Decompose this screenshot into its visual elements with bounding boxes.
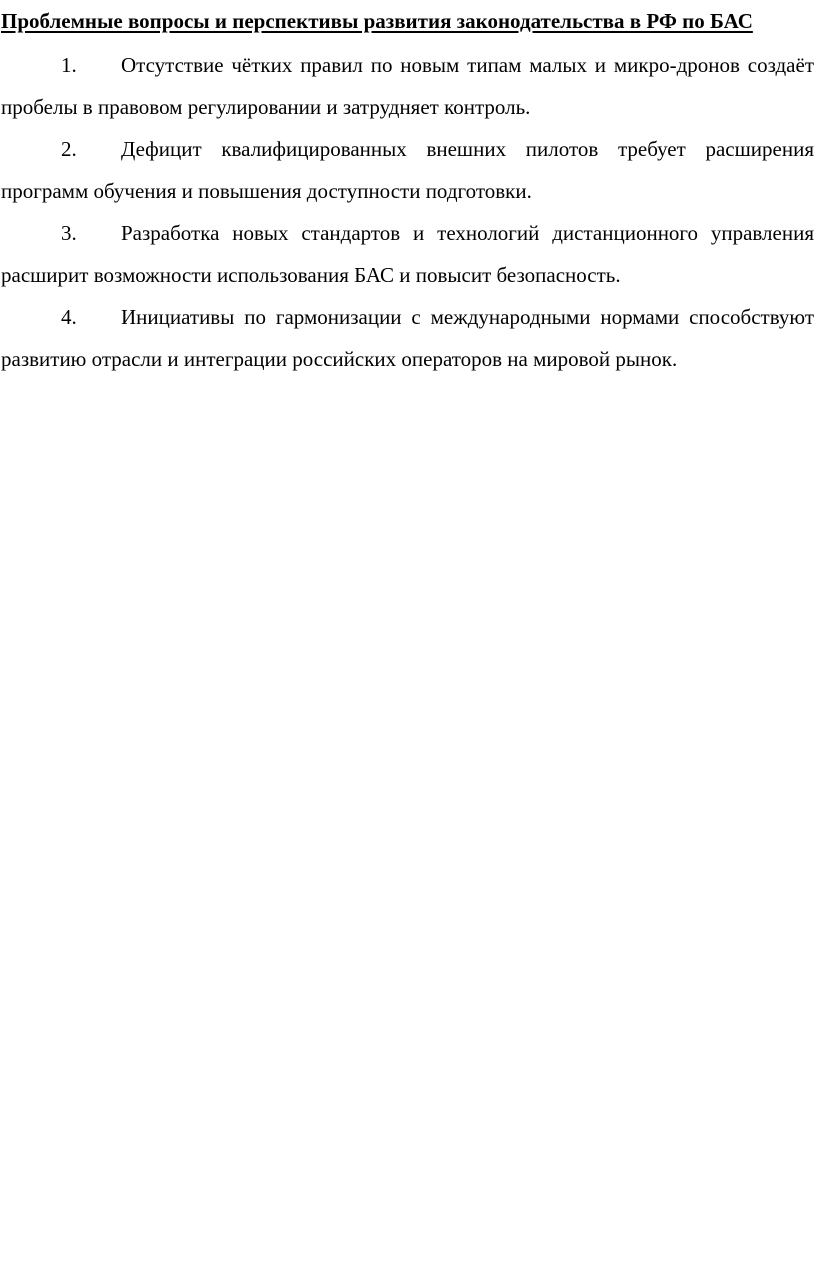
list-item-number: 2. [61, 137, 77, 161]
document-title [1, 0, 814, 42]
list-item [1, 128, 814, 212]
list-item-text: Дефицит квалифицированных внешних пилотов требует расширения программ обучения и повышения доступности подготовки. [1, 137, 814, 203]
list-item-text: Отсутствие чётких правил по новым типам малых и микро-дронов создаёт пробелы в правовом регулировании и затрудняет контроль. [1, 53, 814, 119]
list-item-number: 1. [61, 53, 77, 77]
list-item-text: Разработка новых стандартов и технологий дистанционного управления расширит возможности использования БАС и повысит безопасность. [1, 221, 814, 287]
issues-list [1, 44, 814, 380]
list-item [1, 296, 814, 380]
document-title-text: Проблемные вопросы и перспективы развития законодательства в РФ по БАС [1, 9, 753, 33]
list-item-number: 3. [61, 221, 77, 245]
list-item [1, 212, 814, 296]
list-item [1, 44, 814, 128]
list-item-number: 4. [61, 305, 77, 329]
list-item-text: Инициативы по гармонизации с международными нормами способствуют развитию отрасли и интеграции российских операторов на мировой рынок. [1, 305, 814, 371]
